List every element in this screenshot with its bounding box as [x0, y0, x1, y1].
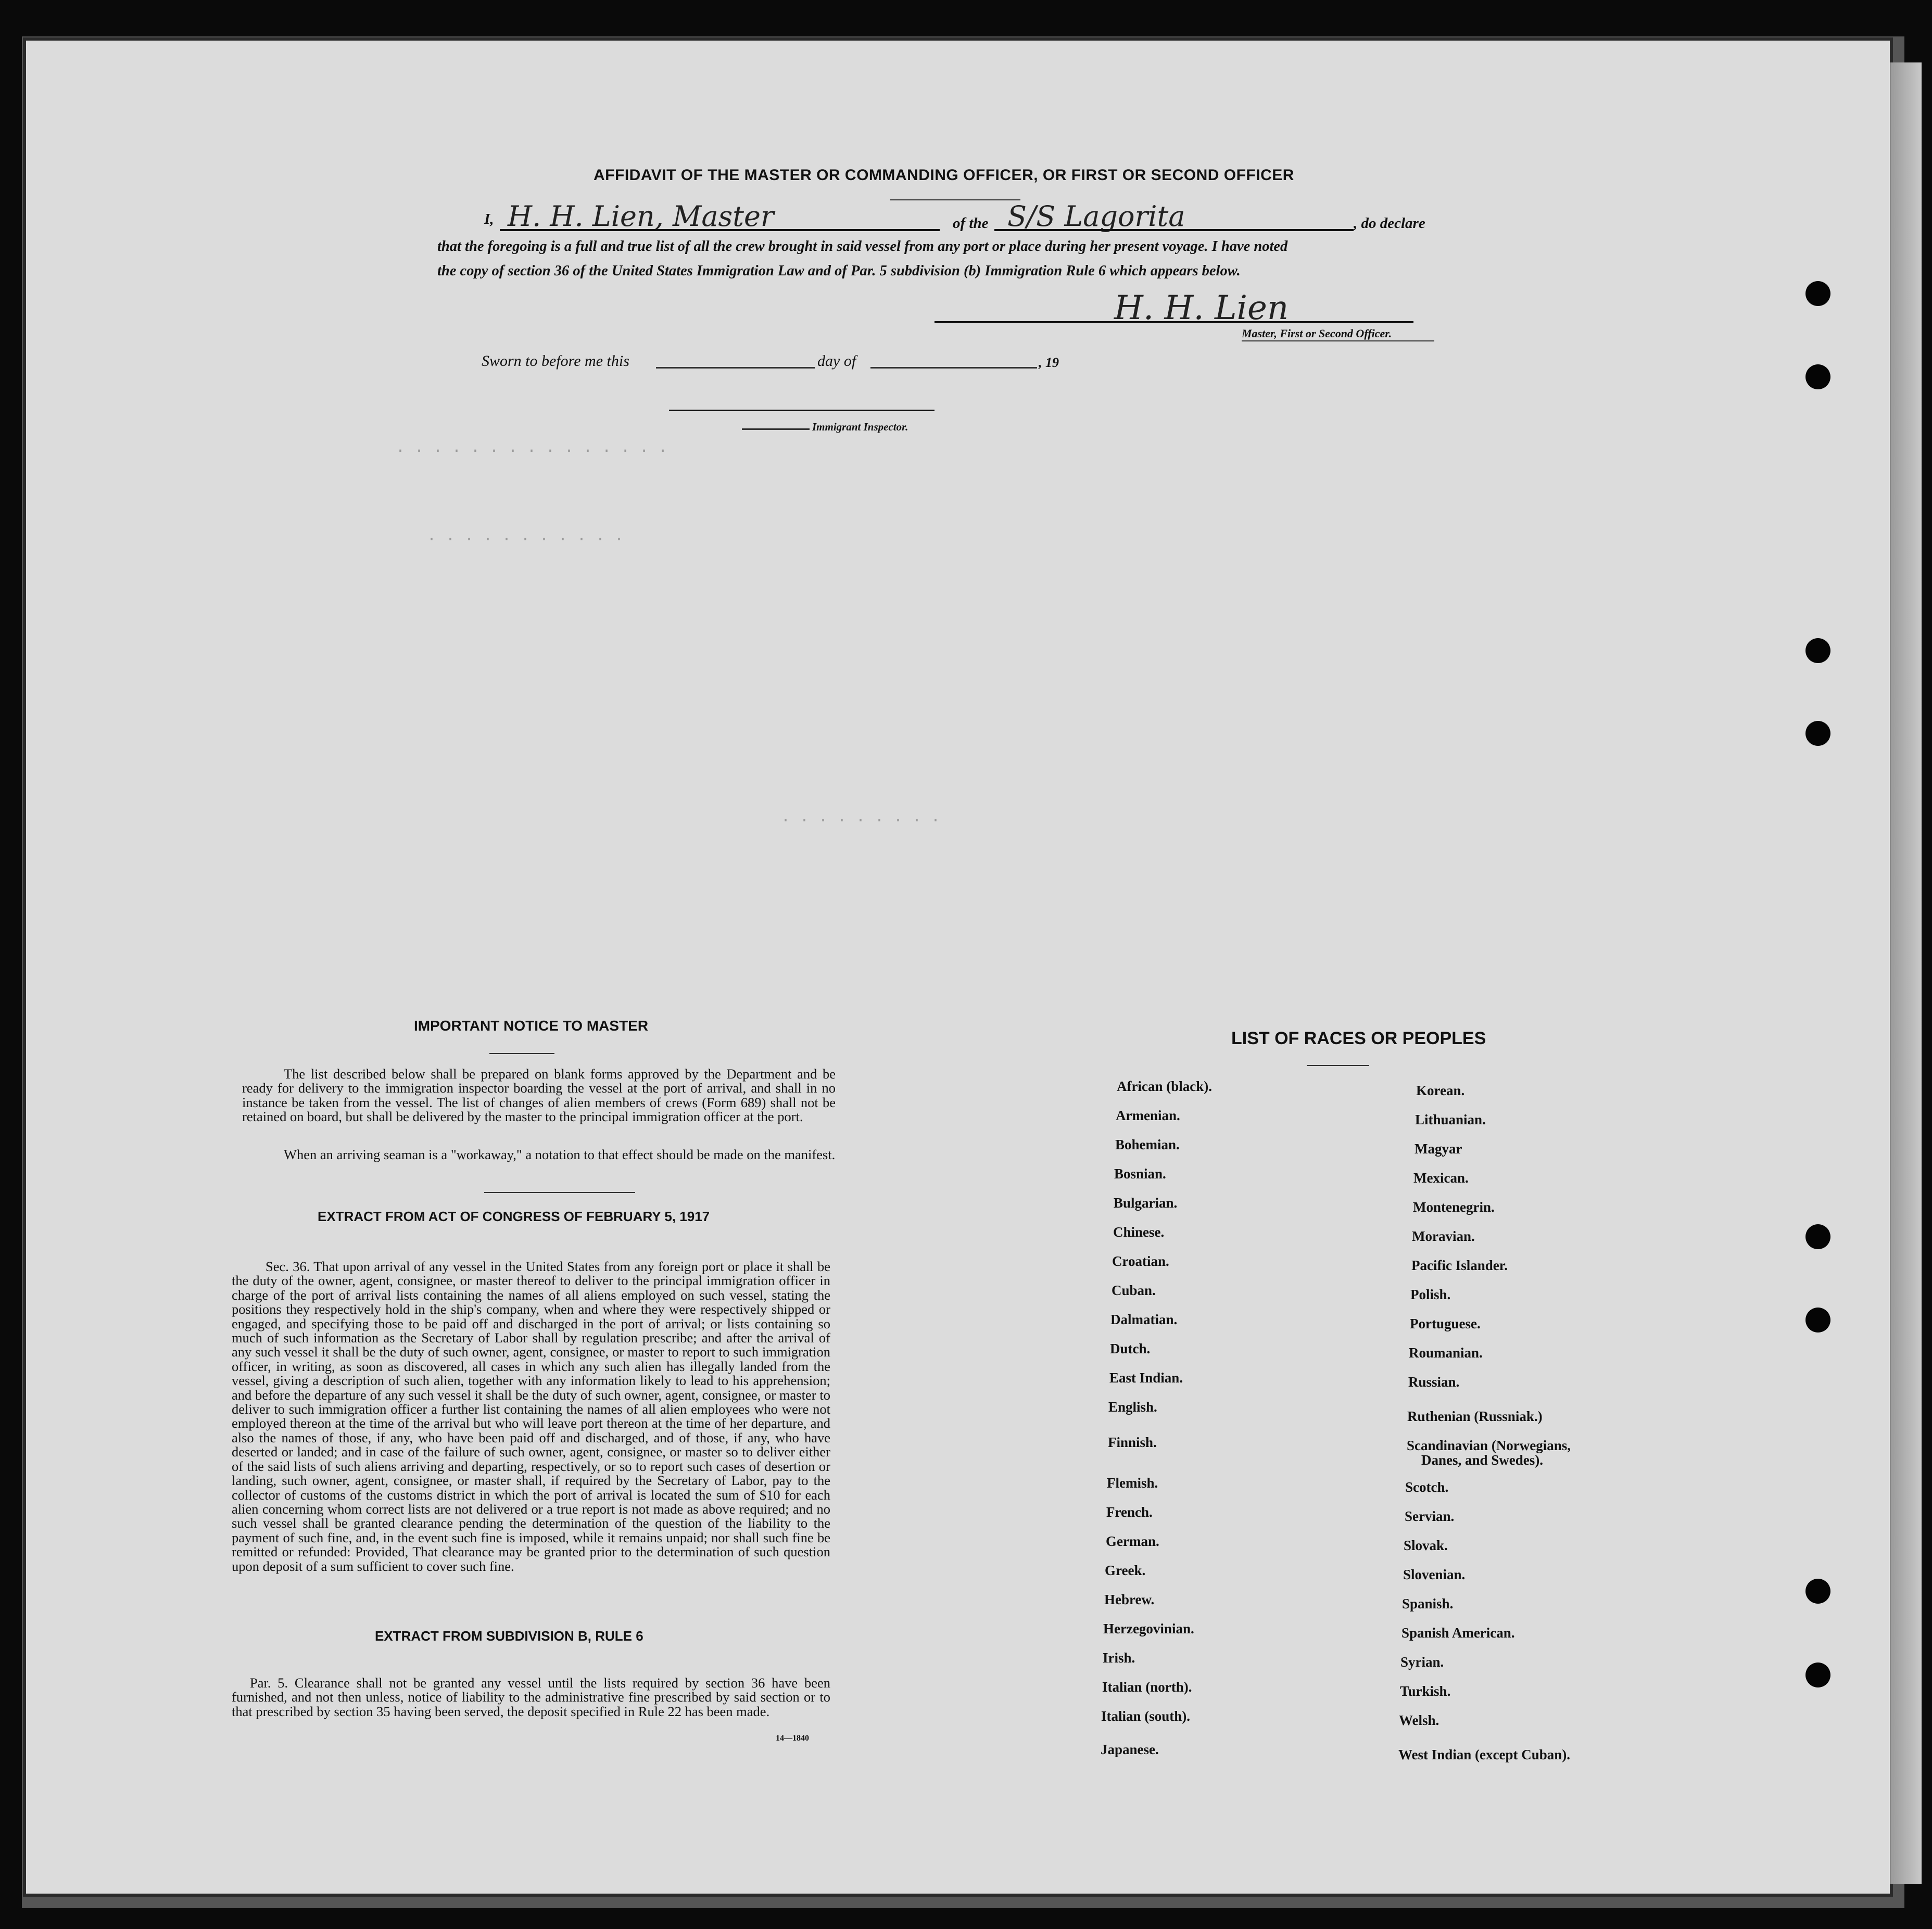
vessel-name-handwritten: S/S Lagorita [1007, 200, 1185, 233]
race-item: Danes, and Swedes). [1421, 1452, 1544, 1468]
extract-rule-title: EXTRACT FROM SUBDIVISION B, RULE 6 [375, 1628, 643, 1644]
race-item: Scotch. [1405, 1479, 1449, 1495]
race-item: Portuguese. [1410, 1316, 1481, 1331]
master-name-handwritten: H. H. Lien, Master [508, 200, 774, 233]
race-item: Lithuanian. [1415, 1112, 1486, 1127]
bleed-through-text: · · · · · · · · · · · · · · · [396, 442, 668, 460]
signature-line [935, 321, 1413, 323]
race-item: Hebrew. [1104, 1592, 1155, 1607]
form-number: 14—1840 [776, 1734, 809, 1743]
sworn-day-line [656, 367, 815, 369]
race-item: West Indian (except Cuban). [1398, 1747, 1571, 1762]
race-item: Japanese. [1101, 1742, 1159, 1757]
race-item: Spanish. [1402, 1596, 1454, 1611]
race-item: Chinese. [1113, 1224, 1165, 1240]
race-item: Spanish American. [1401, 1625, 1515, 1641]
punch-hole [1805, 638, 1830, 663]
race-item: Bohemian. [1115, 1137, 1180, 1152]
notice-paragraph-1: The list described below shall be prepared on blank forms approved by the Department and be ready for delivery to the immigration inspector boarding the vessel at the port of arrival, and shall in no instance be taken from the vessel. The list of changes of alien members of crews (Form 689) shall not be retained on board, but shall be delivered by the master to the principal immigration officer at the port. [242, 1066, 836, 1125]
race-item: Pacific Islander. [1411, 1258, 1508, 1273]
of-the-label: of the [953, 215, 989, 232]
document-page [26, 41, 1890, 1894]
race-item: Scandinavian (Norwegians, [1407, 1438, 1571, 1453]
year-label: , 19 [1039, 355, 1059, 370]
notice-title-rule [489, 1053, 554, 1054]
notice-title: IMPORTANT NOTICE TO MASTER [414, 1018, 649, 1034]
race-item: African (black). [1117, 1078, 1212, 1094]
master-signature-handwritten: H. H. Lien [1114, 289, 1289, 327]
race-item: Mexican. [1413, 1170, 1469, 1186]
affidavit-i-label: I, [484, 211, 494, 227]
day-of-label: day of [817, 352, 856, 370]
race-item: Russian. [1408, 1374, 1460, 1390]
title-rule [890, 199, 1020, 200]
race-item: Irish. [1103, 1650, 1135, 1666]
bleed-through-text: · · · · · · · · · · · [427, 531, 624, 549]
punch-hole [1805, 1308, 1830, 1332]
race-item: Dalmatian. [1110, 1312, 1178, 1327]
race-item: Greek. [1105, 1563, 1146, 1578]
extract-act-title: EXTRACT FROM ACT OF CONGRESS OF FEBRUARY 5, 1917 [318, 1209, 710, 1224]
name-field-line [500, 229, 940, 231]
punch-hole [1805, 1224, 1830, 1249]
race-item: Finnish. [1108, 1435, 1157, 1450]
races-title-rule [1307, 1065, 1369, 1066]
race-item: Cuban. [1112, 1283, 1156, 1298]
race-item: Flemish. [1107, 1475, 1158, 1491]
punch-hole [1805, 1579, 1830, 1604]
race-item: English. [1108, 1399, 1157, 1415]
race-item: East Indian. [1109, 1370, 1183, 1386]
race-item: Slovak. [1404, 1538, 1448, 1553]
race-item: Ruthenian (Russniak.) [1407, 1408, 1543, 1424]
vessel-field-line [994, 229, 1354, 231]
race-item: Armenian. [1116, 1108, 1180, 1123]
race-item: Bulgarian. [1114, 1195, 1178, 1211]
notice-paragraph-2: When an arriving seaman is a "workaway," a notation to that effect should be made on the manifest. [284, 1147, 836, 1162]
do-declare-label: , do declare [1354, 215, 1425, 232]
race-item: German. [1106, 1533, 1159, 1549]
extract-act-body: Sec. 36. That upon arrival of any vessel in the United States from any foreign port or place it shall be the duty of the owner, agent, consignee, or master thereof to deliver to the principal immigration officer in charge of the port of arrival lists containing the names of all aliens employed on such vessel, stating the positions they respectively hold in the ship's company, when and where they were respectively shipped or engaged, and specifying those to be paid off and discharged in the port of arrival; or lists containing so much of such information as the Secretary of Labor shall by regulation prescribe; and after the arrival of any such vessel it shall be the duty of such owner, agent, consignee, or master to report to such immigration officer, in writing, as soon as discovered, all cases in which any such alien has illegally landed from the vessel, giving a description of such alien, together with any information likely to lead to his apprehension; and before the departure of any such vessel it shall be the duty of such owner, agent, consignee, or master to deliver to such immigration officer a further list containing the names of all alien employees who were not employed thereon at the time of the arrival but who will leave port thereon at the time of her departure, and also the names of those, if any, who have been paid off and discharged, and of those, if any, who have deserted or landed; and in case of the failure of such owner, agent, consignee, or master so to deliver either of the said lists of such aliens arriving and departing, respectively, or so to report such cases of desertion or landing, such owner, agent, consignee, or master shall, if required by the Secretary of Labor, pay to the collector of customs of the customs district in which the port of arrival is located the sum of $10 for each alien concerning whom correct lists are not delivered or a true report is not made as above required; and no such vessel shall be granted clearance pending the determination of the question of the liability to the payment of such fine, and, in the event such fine is imposed, while it remains unpaid; nor shall such fine be remitted or refunded: Provided, That clearance may be granted prior to the determination of such question upon deposit of a sum sufficient to cover such fine. [232, 1259, 830, 1574]
race-item: Moravian. [1412, 1228, 1475, 1244]
affidavit-line-3: the copy of section 36 of the United States Immigration Law and of Par. 5 subdivision (b) Immigration Rule 6 which appears below. [437, 263, 1241, 279]
affidavit-title: AFFIDAVIT OF THE MASTER OR COMMANDING OFFICER, OR FIRST OR SECOND OFFICER [594, 167, 1294, 184]
signature-caption: Master, First or Second Officer. [1242, 327, 1392, 340]
sworn-month-line [870, 367, 1037, 369]
inspector-caption: Immigrant Inspector. [812, 421, 908, 433]
race-item: Herzegovinian. [1103, 1621, 1194, 1636]
punch-hole [1805, 364, 1830, 389]
extract-rule-body: Par. 5. Clearance shall not be granted any vessel until the lists required by section 36 have been furnished, and not then unless, notice of liability to the administrative fine prescribed by said section or to that prescribed by section 35 having been served, the deposit specified in Rule 22 has been made. [232, 1675, 830, 1719]
punch-hole [1805, 1663, 1830, 1687]
sworn-label: Sworn to before me this [482, 352, 629, 370]
race-item: Magyar [1415, 1141, 1462, 1157]
race-item: Polish. [1410, 1287, 1451, 1302]
bleed-through-text: · · · · · · · · · [781, 812, 941, 830]
race-item: Servian. [1405, 1508, 1455, 1524]
race-item: Korean. [1416, 1083, 1465, 1098]
race-item: Syrian. [1400, 1654, 1444, 1670]
race-item: Turkish. [1400, 1683, 1451, 1699]
race-item: Italian (south). [1101, 1708, 1191, 1724]
races-title: LIST OF RACES OR PEOPLES [1231, 1029, 1486, 1048]
race-item: Montenegrin. [1413, 1199, 1495, 1215]
notice-end-rule [484, 1192, 635, 1193]
affidavit-line-2: that the foregoing is a full and true list of all the crew brought in said vessel from any port or place during her present voyage. I have noted [437, 238, 1288, 255]
punch-hole [1805, 721, 1830, 746]
race-item: Italian (north). [1102, 1679, 1192, 1695]
page-edge [1890, 62, 1922, 1884]
race-item: Bosnian. [1114, 1166, 1166, 1182]
signature-caption-underline [1242, 340, 1434, 341]
race-item: Welsh. [1399, 1712, 1439, 1728]
race-item: Dutch. [1110, 1341, 1151, 1356]
race-item: Croatian. [1112, 1253, 1169, 1269]
race-item: Slovenian. [1403, 1567, 1466, 1582]
race-item: Roumanian. [1409, 1345, 1483, 1361]
race-item: French. [1106, 1504, 1153, 1520]
punch-hole [1805, 281, 1830, 306]
inspector-caption-dash [742, 428, 810, 430]
inspector-signature-line [669, 410, 935, 411]
